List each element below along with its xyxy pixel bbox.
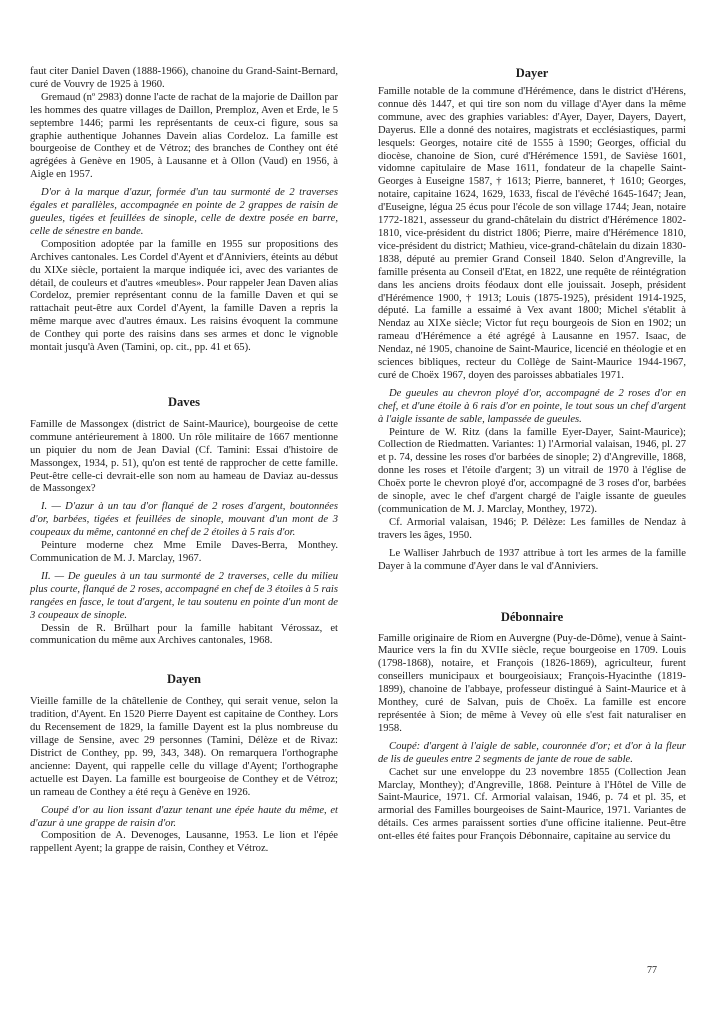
paragraph: Peinture moderne chez Mme Emile Daves-Berra, Monthey. Communication de M. J. Marclay, 1967. (30, 540, 338, 564)
blazon-paragraph: II. — De gueules à un tau surmonté de 2 traverses, celle du milieu plus courte, flanqué de 2 roses, accompagné en chef de 3 étoiles à 5 rais rangées en fasce, le tout d'argent, le tau soutenu en pointe d'un mont de 3 coupeaux de sinople. (30, 570, 338, 621)
blazon-paragraph: D'or à la marque d'azur, formée d'un tau surmonté de 2 traverses égales et parallèles, accompagnée en pointe de 2 grappes de raisin de gueules, tigées et feuillées de sinople, celle de dextre posée en barre, celle de sénestre en bande. (30, 187, 338, 237)
blazon-paragraph: Coupé: d'argent à l'aigle de sable, couronnée d'or; et d'or à la fleur de lis de gueules entre 2 segments de jante de roue de sable. (378, 740, 686, 765)
paragraph: Peinture de W. Ritz (dans la famille Eyer-Dayer, Saint-Maurice); Collection de Riedmatten. Variantes: 1) l'Armorial valaisan, 1946, pl. 27 et p. 74, dessine les roses d'or barbées de sinople; 2) d'Angreville, 1868, donne les roses et l'étoile d'argent; 3) un vitrail de 1970 à l'église de Choëx porte le chevron ployé d'or, accompagné de 3 roses d'or, barbées de sinople, avec le chef d'argent chargé de l'aigle issante de gueules (communication de M. J. Marclay, Monthey, 1972). (378, 426, 686, 515)
paragraph: Composition adoptée par la famille en 1955 sur propositions des Archives cantonales. Les Cordel d'Ayent et d'Anniviers, éteints au début du XIXe siècle, portaient la marque indiquée ici, avec des variantes de détail, de couleurs et d'autres «meubles». Pour rappeler Jean Daven alias Cordeloz, premier représentant connu de la famille Daven et qui se rattachait peut-être aux Cordel d'Ayent, la famille Daven a repris la même marque avec d'autres émaux. Les raisins évoquent la commune de Conthey qui porte des raisins dans ses armes et donc le vignoble montait jusqu'à Aven (Tamini, op. cit., pp. 41 et 65). (30, 238, 338, 354)
right-column (378, 66, 686, 844)
paragraph: faut citer Daniel Daven (1888-1966), chanoine du Grand-Saint-Bernard, curé de Vouvry de 1925 à 1960. (30, 66, 338, 90)
section-heading-debonnaire: Débonnaire (500, 609, 564, 624)
paragraph: Vieille famille de la châtellenie de Conthey, qui serait venue, selon la tradition, d'Ayent. En 1520 Pierre Dayent est capitaine de Conthey. Lors du Recensement de 1829, la famille Dayent est la plus nombreuse du village de Sensine, avec 29 personnes (Tamini, Délèze et de Rivaz: District de Conthey, pp. 99, 343, 348). On remarquera l'orthographe ancienne: Dayent, qui rappelle celle du village d'Ayent; l'orthographe actuelle est Dayen. La famille est bourgeoise de Conthey et de Vétroz; un rameau de Conthey a été reçu à Genève en 1926. (30, 696, 338, 798)
paragraph: Cachet sur une enveloppe du 23 novembre 1855 (Collection Jean Marclay, Monthey); d'Angreville, 1868. Peinture à l'Hôtel de Ville de Saint-Maurice, 1971. Cf. Armorial valaisan, 1946, p. 74 et pl. 35, et armorial des Familles bourgeoises de Saint-Maurice, 1971. Variantes de détails. Ces armes paraissent sorties d'une officine italienne. Peut-être ont-elles été faites pour François Débonnaire, capitaine au service du (378, 766, 686, 843)
section-heading-daves: Daves (168, 394, 200, 409)
paragraph: Famille notable de la commune d'Hérémence, dans le district d'Hérens, connue dès 1447, et qui tire son nom du village d'Ayer dans la même commune, avec des graphies variables: d'Ayer, Dayer, Dayers, Dayert, Dayerus. Elle a donné des notaires, magistrats et ecclésiastiques, parmi lesquels: Georges, notaire cité de 1555 à 1590; Georges, official du diocèse, chanoine de Sion, curé d'Hérémence 1591, de Savièse 1601, vidomne capitulaire de Mase 1611, fondateur de la chapelle Saint-Georges à Euseigne 1587, † 1613; Pierre, banneret, † 1610; Georges, notaire, capitaine 1624, 1629, 1633, fiscal de l'évêché 1645-1647; Jean, d'Euseigne, légua 25 écus pour l'école de son village 1744; Jean, notaire 1772-1821, assesseur du grand-châtelain du district d'Hérémence 1802-1810, vice-président du district 1806; Pierre, maire d'Hérémence 1810, vice-président du district; Mathieu, vice-grand-châtelain du dizain 1830-1838, député au premier Grand Conseil 1840. Selon d'Angreville, la famille présenta au Conseil d'Etat, en 1822, une requête de réintégration dans les anciens droits féodaux dont elle jouissait. Joseph, président d'Hérémence 1900, † 1913; Louis (1875-1925), président 1914-1925, député. La famille a essaimé à Vex avant 1800; Michel s'établit à Nendaz au XIXe siècle; Victor fut reçu bourgeois de Sion en 1902; un rameau d'Hérémence a été agrégé à Lausanne en 1957. Isaac, de Nendaz, né 1905, chanoine de Saint-Maurice, licencié en théologie et en sciences bibliques, recteur du Collège de Saint-Maurice 1944-1967, curé de Choëx 1967, doyen des paroisses abbatiales 1971. (378, 86, 686, 381)
blazon-paragraph: I. — D'azur à un tau d'or flanqué de 2 roses d'argent, boutonnées d'or, barbées, tigées et feuillées de sinople, mouvant d'un mont de 3 coupeaux du même, cantonné en chef de 2 étoiles à 5 rais d'or. (30, 501, 338, 539)
blazon-paragraph: Coupé d'or au lion issant d'azur tenant une épée haute du même, et d'azur à une grappe de raisin d'or. (30, 804, 338, 829)
paragraph: Dessin de R. Brülhart pour la famille habitant Vérossaz, et communication du même aux Archives cantonales, 1968. (30, 622, 338, 647)
paragraph: Composition de A. Devenoges, Lausanne, 1953. Le lion et l'épée rappellent Ayent; la grappe de raisin, Conthey et Vétroz. (30, 830, 338, 855)
paragraph: Gremaud (nº 2983) donne l'acte de rachat de la majorie de Daillon par les hommes des quatre villages de Daillon, Premploz, Aven et Erde, le 5 septembre 1446; parmi les représentants de ceux-ci figure, sous sa graphie authentique Johannes Davein alias Cordeloz. La famille est bourgeoise de Conthey et de Vétroz; des branches de Conthey ont été agrégées à Genève en 1905, à Lausanne et à Ollon (Vaud) en 1956, à Aigle en 1957. (30, 91, 338, 181)
paragraph: Le Walliser Jahrbuch de 1937 attribue à tort les armes de la famille Dayer à la commune d'Ayer dans le val d'Anniviers. (378, 547, 686, 572)
paragraph: Famille de Massongex (district de Saint-Maurice), bourgeoise de cette commune antérieurement à 1800. Un rôle militaire de 1667 mentionne un piquier du nom de Jean Davial (Cf. Tamini: Essai d'histoire de Massongex, 1934, p. 51), qu'on est tenté de rapprocher de cette famille. Peut-être celle-ci devrait-elle son nom au hameau de Daviaz au-dessus de Massongex? (30, 418, 338, 495)
paragraph: Famille originaire de Riom en Auvergne (Puy-de-Dôme), venue à Saint-Maurice vers la fin du XVIIe siècle, reçue bourgeoise en 1709. Louis (1798-1868), notaire, et François (1826-1869), agriculteur, furent conseillers municipaux et bourgeoisiaux; François-Hyacinthe (1819-1899), chanoine de l'abbaye, professeur distingué à Saint-Maurice et à Monthey, curé de Salvan, puis de Choëx. La famille est encore représentée à Sion; de même à Vevey où elle s'est fait naturaliser en 1958. (378, 632, 686, 734)
blazon-paragraph: De gueules au chevron ployé d'or, accompagné de 2 roses d'or en chef, et d'une étoile à 6 rais d'or en pointe, le tout sous un chef d'argent à l'aigle issante de sable, lampassée de gueules. (378, 387, 686, 425)
section-heading-dayer: Dayer (515, 66, 549, 80)
left-column (30, 66, 338, 856)
paragraph: Cf. Armorial valaisan, 1946; P. Délèze: Les familles de Nendaz à travers les âges, 1950. (378, 516, 686, 541)
section-heading-dayen: Dayen (166, 672, 202, 687)
page-number: 77 (647, 965, 657, 976)
